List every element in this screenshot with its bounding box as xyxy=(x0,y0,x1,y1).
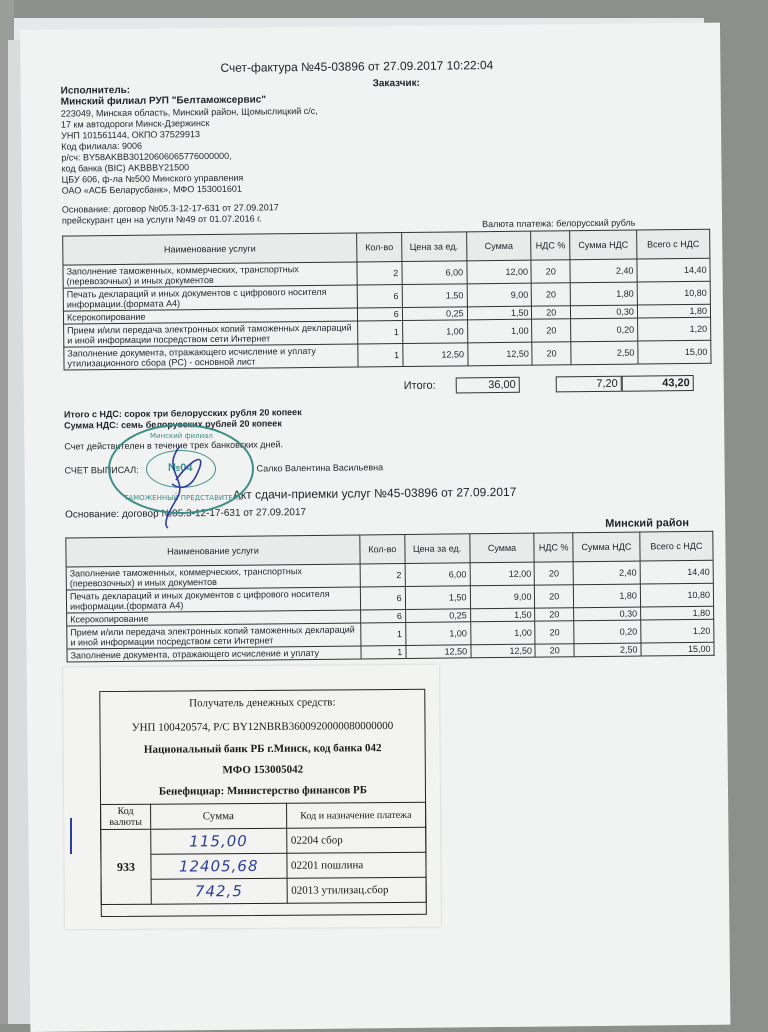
quantity-cell: 1 xyxy=(358,344,403,367)
total-words: Итого с НДС: сорок три белорусских рубля 20 копеек xyxy=(63,407,302,420)
column-header: Всего с НДС xyxy=(640,531,713,561)
vat-rate-cell: 20 xyxy=(535,621,574,644)
invoice-table xyxy=(62,229,711,371)
invoice-basis: Основание: договор №05.3-12-17-631 от 27.09.2017 xyxy=(61,202,279,215)
total-cell: 10,80 xyxy=(637,281,710,305)
sum-cell: 12,00 xyxy=(470,562,535,586)
quantity-cell: 6 xyxy=(361,609,406,622)
executor-line: код банка (BIC) AKBBBY21500 xyxy=(61,162,190,174)
purpose-cell: 02204 сбор xyxy=(286,827,426,853)
stamp-text-bottom: ТАМОЖЕННЫЙ ПРЕДСТАВИТЕЛЬ xyxy=(124,494,243,502)
executor-line: Минский филиал РУП "Белтаможсервис" xyxy=(60,94,267,108)
column-header: НДС % xyxy=(531,231,570,260)
quantity-cell: 2 xyxy=(360,563,405,586)
service-name: Заполнение таможенных, коммерческих, транспортных (перевозочных) и иных документов xyxy=(63,262,357,288)
sum-cell: 12,00 xyxy=(467,260,532,284)
recipient-label: Получатель денежных средств: xyxy=(189,696,336,710)
vat-sum-cell: 2,50 xyxy=(571,341,638,365)
total-cell: 15,00 xyxy=(638,340,711,364)
quantity-cell: 1 xyxy=(358,321,403,344)
price-cell: 1,00 xyxy=(405,622,470,646)
column-header: Кол-во xyxy=(360,535,405,564)
service-name: Печать деклараций и иных документов с цифрового носителя информации.(формата А4) xyxy=(66,587,360,613)
stamp-number: №04 xyxy=(168,462,193,474)
issued-label: СЧЕТ ВЫПИСАЛ: xyxy=(64,464,139,476)
total-cell: 1,20 xyxy=(637,317,710,341)
price-cell: 6,00 xyxy=(405,563,470,587)
act-basis: Основание: договор №05.3-12-17-631 от 27.09.2017 xyxy=(65,507,307,521)
quantity-cell: 2 xyxy=(357,262,402,285)
issued-name: Салко Валентина Васильевна xyxy=(256,462,384,474)
quantity-cell: 1 xyxy=(361,645,406,658)
vat-sum-cell: 0,20 xyxy=(574,620,641,644)
price-cell: 1,00 xyxy=(402,320,467,344)
price-cell: 12,50 xyxy=(402,343,467,367)
quantity-cell: 6 xyxy=(360,586,405,609)
price-cell: 1,50 xyxy=(402,284,467,308)
quantity-cell: 6 xyxy=(357,285,402,308)
payment-slip xyxy=(63,665,441,930)
vat-rate-cell: 20 xyxy=(535,585,574,608)
bank-line: Национальный банк РБ г.Минск, код банка 042 xyxy=(143,742,382,756)
price-cell: 0,25 xyxy=(402,307,467,321)
quantity-cell: 6 xyxy=(358,308,403,321)
sum-cell: 1,50 xyxy=(470,608,535,622)
sum-cell: 1,00 xyxy=(467,319,532,343)
total-cell: 15,00 xyxy=(641,642,714,656)
currency-code-cell: 933 xyxy=(101,829,151,904)
sum-cell: 12,50 xyxy=(471,644,536,658)
vat-sum-cell: 2,40 xyxy=(570,259,637,283)
vat-rate-cell: 20 xyxy=(535,644,574,657)
act-region: Минский район xyxy=(605,517,690,530)
executor-line: Код филиала: 9006 xyxy=(61,140,143,152)
sum-cell: 1,00 xyxy=(470,621,535,645)
beneficiary-line: Бенефициар: Министерство финансов РБ xyxy=(158,784,368,798)
column-header: Цена за ед. xyxy=(404,534,469,564)
sum-cell: 9,00 xyxy=(467,283,532,307)
total-cell: 10,80 xyxy=(640,583,713,607)
vat-rate-cell: 20 xyxy=(532,342,571,365)
vat-rate-cell: 20 xyxy=(532,319,571,342)
vat-sum-cell: 1,80 xyxy=(573,584,640,608)
currency-note: Валюта платежа: белорусский рубль xyxy=(482,217,636,230)
total-cell: 1,20 xyxy=(641,619,714,643)
payment-details-box xyxy=(99,689,427,917)
executor-line: 17 км автодороги Минск-Дзержинск xyxy=(60,118,210,130)
column-header: Наименование услуги xyxy=(63,233,357,265)
total-sum: 36,00 xyxy=(456,377,520,394)
vat-sum-cell: 2,40 xyxy=(573,561,640,585)
validity-note: Счет действителен в течение трех банковских дней. xyxy=(64,439,284,452)
table-header-row xyxy=(101,802,426,829)
purpose-cell: 02013 утилизац.сбор xyxy=(287,877,427,903)
column-header: Наименование услуги xyxy=(66,535,360,567)
mfo-line: МФО 153005042 xyxy=(222,763,304,777)
customer-label: Заказчик: xyxy=(372,77,421,90)
total-all: 43,20 xyxy=(622,375,694,392)
price-cell: 12,50 xyxy=(406,645,471,659)
executor-line: 223049, Минская область, Минский район, Щомыслицкий с/с, xyxy=(60,105,318,119)
pen-mark xyxy=(70,818,72,854)
column-header: Сумма xyxy=(469,533,534,563)
stamp-text-top: Минский филиал xyxy=(150,432,213,440)
vat-words: Сумма НДС: семь белорусских рублей 20 копеек xyxy=(64,418,282,431)
vat-sum-cell: 2,50 xyxy=(574,643,641,657)
column-header: Сумма НДС xyxy=(570,230,637,260)
table-row xyxy=(101,827,426,854)
amount-cell: 115,00 xyxy=(151,828,287,854)
invoice-pricelist: прейскурант цен на услуги №49 от 01.07.2016 г. xyxy=(61,213,262,226)
column-header: Сумма xyxy=(466,231,531,261)
vat-sum-cell: 0,30 xyxy=(574,607,641,621)
price-cell: 6,00 xyxy=(402,261,467,285)
column-header: Всего с НДС xyxy=(637,229,710,259)
column-header: Сумма xyxy=(150,803,286,829)
sum-cell: 9,00 xyxy=(470,585,535,609)
column-header: Код и назначение платежа xyxy=(286,802,426,828)
executor-line: ЦБУ 606, ф-ла №500 Минского управления xyxy=(61,172,244,185)
service-name: Прием и/или передача электронных копий таможенных деклараций и иной информации посредством сети Интернет xyxy=(64,321,358,347)
executor-label: Исполнитель: xyxy=(60,84,131,97)
total-cell: 14,40 xyxy=(640,560,713,584)
total-cell: 14,40 xyxy=(637,258,710,282)
column-header: Код валюты xyxy=(101,804,151,829)
vat-rate-cell: 20 xyxy=(535,608,574,621)
service-name: Ксерокопирование xyxy=(67,610,361,626)
amount-cell: 12405,68 xyxy=(151,853,287,879)
vat-sum-cell: 0,30 xyxy=(570,305,637,319)
service-name: Заполнение документа, отражающего исчисление и уплату xyxy=(67,646,361,662)
vat-sum-cell: 0,20 xyxy=(571,318,638,342)
account-line: УНП 100420574, Р/С BY12NBRB3600920000080000000 xyxy=(131,720,394,734)
act-table xyxy=(65,531,714,663)
service-name: Заполнение таможенных, коммерческих, транспортных (перевозочных) и иных документов xyxy=(66,564,360,590)
column-header: Кол-во xyxy=(357,233,402,262)
column-header: Цена за ед. xyxy=(401,232,466,262)
executor-line: р/сч: BY58AKBB30120606065776000000, xyxy=(61,150,232,163)
vat-rate-cell: 20 xyxy=(532,306,571,319)
purpose-cell: 02201 пошлина xyxy=(286,852,426,878)
amount-cell: 742,5 xyxy=(151,878,287,904)
act-title: Акт сдачи-приемки услуг №45-03896 от 27.09.2017 xyxy=(232,484,517,502)
service-name: Ксерокопирование xyxy=(63,308,357,324)
sum-cell: 12,50 xyxy=(467,342,532,366)
vat-sum-cell: 1,80 xyxy=(570,282,637,306)
total-cell: 1,80 xyxy=(637,304,710,318)
total-label: Итого: xyxy=(403,379,436,393)
executor-line: УНП 101561144, ОКПО 37529913 xyxy=(61,129,200,141)
service-name: Заполнение документа, отражающего исчисление и уплату утилизационного сбора (РС) - основной лист xyxy=(64,344,358,370)
total-cell: 1,80 xyxy=(640,606,713,620)
service-name: Печать деклараций и иных документов с цифрового носителя информации.(формата А4) xyxy=(63,285,357,311)
column-header: НДС % xyxy=(534,533,573,562)
signature xyxy=(150,440,230,530)
total-vat: 7,20 xyxy=(556,376,622,393)
quantity-cell: 1 xyxy=(361,622,406,645)
price-cell: 0,25 xyxy=(405,609,470,623)
sum-cell: 1,50 xyxy=(467,306,532,320)
vat-rate-cell: 20 xyxy=(531,260,570,283)
price-cell: 1,50 xyxy=(405,586,470,610)
vat-rate-cell: 20 xyxy=(535,562,574,585)
column-header: Сумма НДС xyxy=(573,532,640,562)
service-name: Прием и/или передача электронных копий таможенных деклараций и иной информации посредством сети Интернет xyxy=(67,623,361,649)
invoice-title: Счет-фактура №45-03896 от 27.09.2017 10:22:04 xyxy=(220,58,494,75)
vat-rate-cell: 20 xyxy=(532,283,571,306)
payment-table xyxy=(100,802,427,905)
executor-line: ОАО «АСБ Беларусбанк», МФО 153001601 xyxy=(61,183,242,196)
